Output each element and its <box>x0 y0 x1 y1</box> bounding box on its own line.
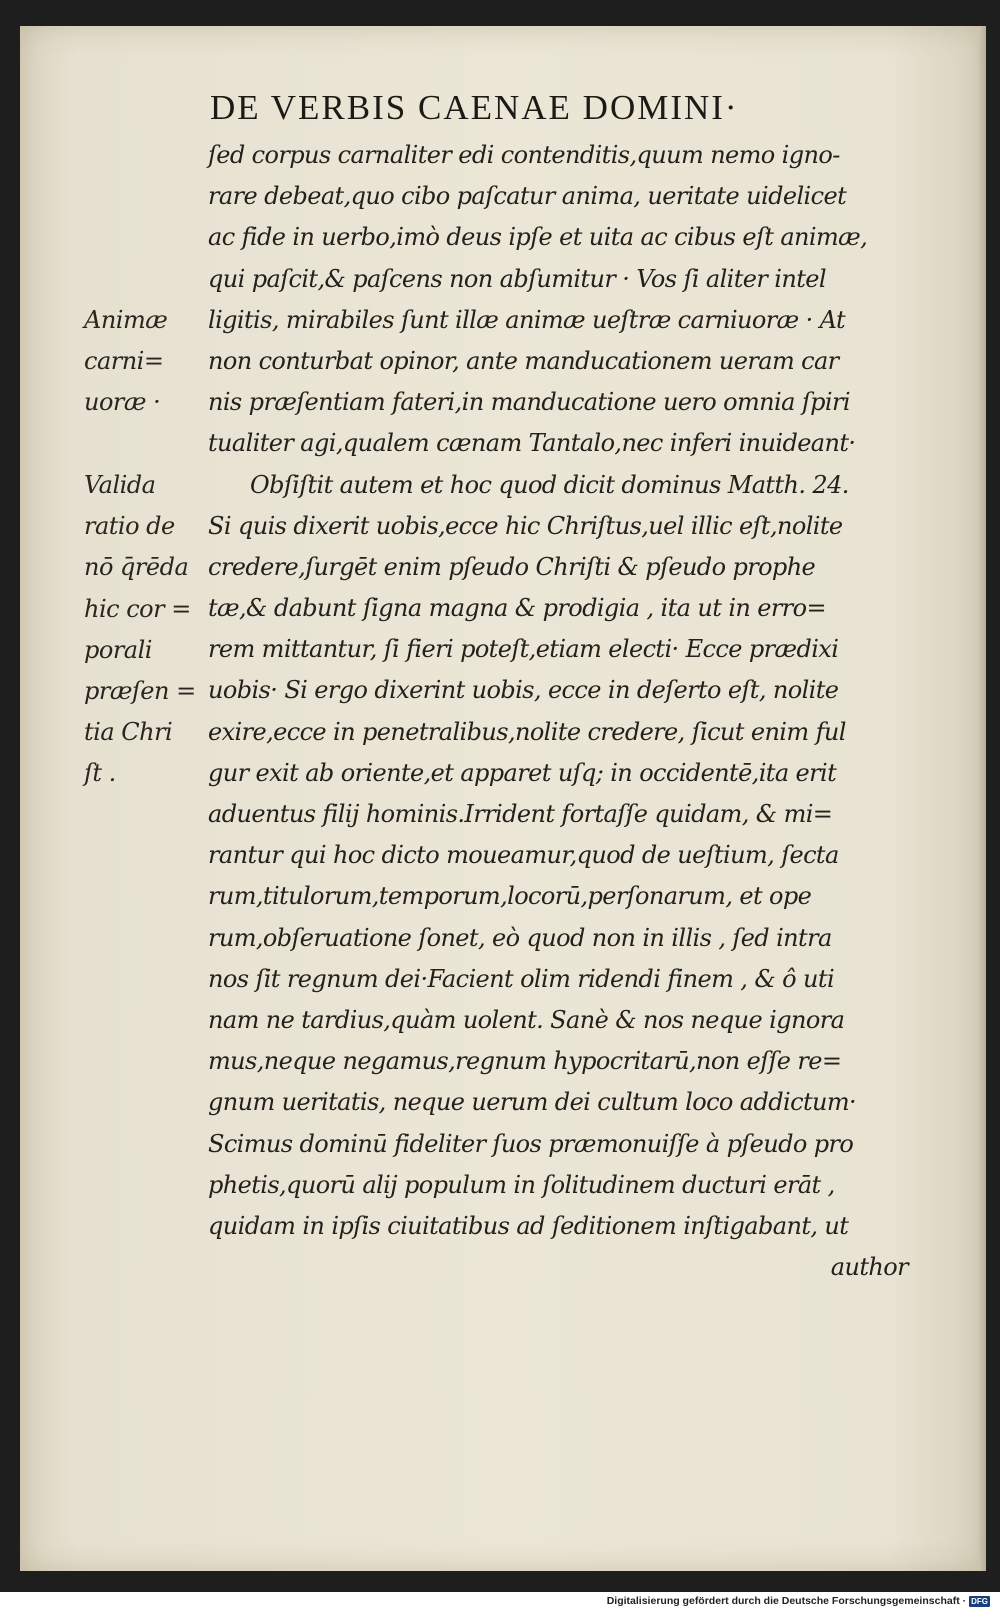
catchword: author <box>830 1253 908 1282</box>
text-line: qui paſcit,& paſcens non abſumitur · Vos ſi aliter intel <box>208 264 826 293</box>
text-line: nos ſit regnum dei·Facient olim ridendi finem , & ô uti <box>208 964 835 993</box>
text-line: Si quis dixerit uobis,ecce hic Chriſtus,uel illic eſt,nolite <box>208 511 843 540</box>
marginal-note-1 <box>84 300 167 424</box>
credit-text: Digitalisierung gefördert durch die Deutsche Forschungsgemeinschaft · <box>606 1595 967 1607</box>
marginal-note-2 <box>84 465 196 795</box>
text-line: tualiter agi,qualem cænam Tantalo,nec inferi inuideant· <box>208 429 856 458</box>
text-line: non conturbat opinor, ante manducationem ueram car <box>208 346 839 375</box>
digitization-credit <box>600 1593 990 1609</box>
marginal-line: præſen = <box>84 676 196 705</box>
dfg-logo: DFG <box>971 1596 988 1606</box>
text-line: aduentus filij hominis.Irrident fortaſſe quidam, & mi= <box>208 800 833 828</box>
text-line: Obſiſtit autem et hoc quod dicit dominus Matth. 24. <box>250 470 849 499</box>
marginal-line: ratio de <box>84 512 175 541</box>
text-line: tæ,& dabunt ſigna magna & prodigia , ita ut in erro= <box>208 594 826 623</box>
text-line: nam ne tardius,quàm uolent. Sanè & nos neque ignora <box>208 1005 845 1034</box>
marginal-line: uoræ · <box>84 388 161 417</box>
text-line: ligitis, mirabiles ſunt illæ animæ ueſtræ carniuoræ · At <box>208 305 846 334</box>
marginal-line: Valida <box>84 471 156 499</box>
body-text <box>208 135 908 1288</box>
marginal-line: carni= <box>84 347 164 376</box>
text-line: exire,ecce in penetralibus,nolite credere, ſicut enim ful <box>208 717 846 746</box>
running-head: DE VERBIS CAENAE DOMINI· <box>210 88 739 127</box>
marginal-line: Animæ <box>84 306 168 334</box>
text-line: phetis,quorū alij populum in ſolitudinem ducturi erāt , <box>208 1170 835 1199</box>
marginal-line: tia Chri <box>84 718 173 747</box>
text-line: rum,titulorum,temporum,locorū,perſonarum, et ope <box>208 882 812 911</box>
marginal-line: hic cor = <box>84 594 191 623</box>
text-line: rare debeat,quo cibo paſcatur anima, ueritate uidelicet <box>208 182 847 211</box>
text-line: rantur qui hoc dicto moueamur,quod de ueſtium, ſecta <box>208 841 839 870</box>
marginal-line: nō q̄rēda <box>84 553 189 582</box>
text-line: ſed corpus carnaliter edi contenditis,quum nemo igno‑ <box>208 141 840 169</box>
text-line: ac fide in uerbo,imò deus ipſe et uita ac cibus eſt animæ, <box>208 223 868 252</box>
text-line: rem mittantur, ſi fieri poteſt,etiam electi· Ecce prædixi <box>208 635 839 664</box>
text-line: nis præſentiam fateri,in manducatione uero omnia ſpiri <box>208 388 850 417</box>
marginal-line: ſt . <box>84 759 116 788</box>
text-line: rum,obſeruatione ſonet, eò quod non in illis , ſed intra <box>208 923 832 952</box>
text-line: credere,ſurgēt enim pſeudo Chriſti & pſeudo prophe <box>208 552 816 581</box>
text-line: uobis· Si ergo dixerint uobis, ecce in deſerto eſt, nolite <box>208 676 839 705</box>
text-line: Scimus dominū fideliter ſuos præmonuiſſe à pſeudo pro <box>208 1129 854 1158</box>
text-line: quidam in ipſis ciuitatibus ad ſeditionem inſtigabant, ut <box>208 1211 849 1240</box>
text-line: gnum ueritatis, neque uerum dei cultum loco addictum· <box>208 1088 857 1117</box>
text-line: mus,neque negamus,regnum hypocritarū,non eſſe re= <box>208 1047 842 1076</box>
page-edge <box>978 26 986 1571</box>
marginal-line: porali <box>84 635 152 664</box>
text-line: gur exit ab oriente,et apparet uſq; in occidentē,ita erit <box>208 758 837 787</box>
